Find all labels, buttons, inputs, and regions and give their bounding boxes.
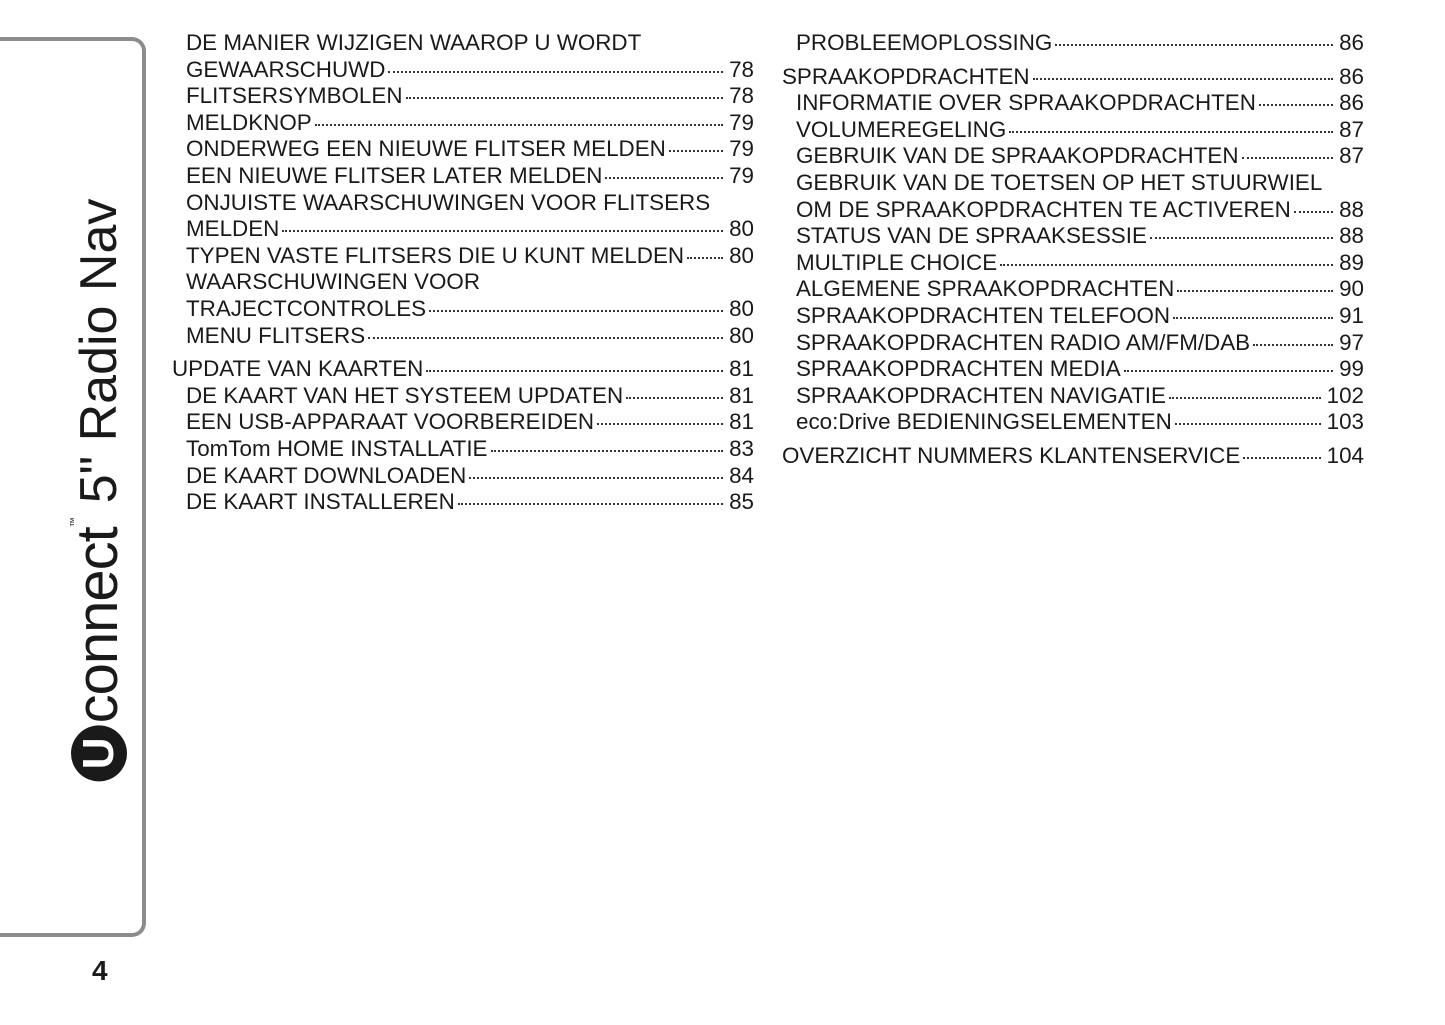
toc-entry[interactable] xyxy=(782,356,1364,383)
toc-entry-label: MULTIPLE CHOICE xyxy=(796,249,998,275)
product-name: 5" Radio Nav xyxy=(70,198,129,504)
leader-dots xyxy=(605,177,723,179)
toc-entry-page: 86 xyxy=(1339,30,1364,55)
leader-dots xyxy=(491,450,724,452)
toc-entry-page: 79 xyxy=(729,136,754,162)
toc-entry[interactable] xyxy=(172,436,754,463)
toc-entry-label: ONJUISTE WAARSCHUWINGEN VOOR FLITSERS xyxy=(186,189,711,215)
leader-dots xyxy=(687,257,723,259)
toc-entry[interactable] xyxy=(782,250,1364,277)
toc-entry-label: WAARSCHUWINGEN VOOR xyxy=(186,269,480,295)
toc-entry-page: 90 xyxy=(1339,276,1364,302)
leader-dots xyxy=(368,337,723,339)
leader-dots xyxy=(669,150,723,152)
toc-entry[interactable] xyxy=(172,30,754,57)
toc-entry[interactable] xyxy=(782,90,1364,117)
toc-entry-label: DE KAART INSTALLEREN xyxy=(186,489,455,515)
leader-dots xyxy=(1175,423,1321,425)
toc-entry-label: MELDEN xyxy=(186,216,280,242)
toc-entry[interactable] xyxy=(782,409,1364,436)
toc-entry[interactable] xyxy=(782,143,1364,170)
toc-entry-label: EEN NIEUWE FLITSER LATER MELDEN xyxy=(186,162,603,188)
leader-dots xyxy=(282,230,723,232)
toc-entry-label: VOLUMEREGELING xyxy=(796,116,1007,142)
brand-wordmark: connect xyxy=(65,527,130,724)
toc-entry-label: SPRAAKOPDRACHTEN xyxy=(782,63,1030,89)
toc-entry-page: 78 xyxy=(729,56,754,82)
toc-entry-label: DE KAART DOWNLOADEN xyxy=(186,462,467,488)
toc-entry-page: 86 xyxy=(1339,63,1364,89)
toc-entry-page: 83 xyxy=(729,435,754,461)
toc-entry-page: 89 xyxy=(1339,249,1364,275)
toc-entry-page: 91 xyxy=(1339,302,1364,328)
toc-entry[interactable] xyxy=(172,216,754,243)
toc-entry-page: 102 xyxy=(1326,382,1364,408)
toc-entry[interactable] xyxy=(172,57,754,84)
leader-dots xyxy=(597,423,723,425)
toc-entry-label: SPRAAKOPDRACHTEN TELEFOON xyxy=(796,302,1171,328)
toc-entry-label: GEWAARSCHUWD xyxy=(186,56,386,82)
leader-dots xyxy=(458,503,723,505)
toc-entry-label: TYPEN VASTE FLITSERS DIE U KUNT MELDEN xyxy=(186,242,685,268)
toc-entry-page: 99 xyxy=(1339,356,1364,382)
leader-dots xyxy=(1294,211,1333,213)
toc-entry-label: GEBRUIK VAN DE SPRAAKOPDRACHTEN xyxy=(796,143,1239,169)
toc-entry-page: 97 xyxy=(1339,329,1364,355)
toc-entry[interactable] xyxy=(172,463,754,490)
toc-entry-page: 88 xyxy=(1339,196,1364,222)
toc-section-entry[interactable] xyxy=(782,443,1364,470)
leader-dots xyxy=(1124,370,1333,372)
toc-left-column xyxy=(172,30,754,516)
toc-entry[interactable] xyxy=(172,409,754,436)
toc-entry-page: 78 xyxy=(729,83,754,109)
toc-entry-label: PROBLEEMOPLOSSING xyxy=(796,30,1053,55)
leader-dots xyxy=(1173,317,1333,319)
toc-entry[interactable] xyxy=(172,163,754,190)
toc-entry-page: 85 xyxy=(729,489,754,515)
brand-trademark: ™ xyxy=(69,517,80,528)
leader-dots xyxy=(1150,237,1333,239)
toc-entry-page: 103 xyxy=(1326,409,1364,435)
leader-dots xyxy=(1242,157,1334,159)
toc-entry-label: MELDKNOP xyxy=(186,109,312,135)
toc-entry[interactable] xyxy=(172,489,754,516)
toc-entry-page: 88 xyxy=(1339,223,1364,249)
toc-entry[interactable] xyxy=(172,190,754,217)
toc-entry[interactable] xyxy=(782,383,1364,410)
toc-entry-label: DE MANIER WIJZIGEN WAAROP U WORDT xyxy=(186,30,642,55)
leader-dots xyxy=(1055,44,1333,46)
toc-entry-label: EEN USB-APPARAAT VOORBEREIDEN xyxy=(186,409,595,435)
leader-dots xyxy=(426,370,723,372)
toc-entry[interactable] xyxy=(172,269,754,296)
toc-entry[interactable] xyxy=(782,197,1364,224)
toc-entry[interactable] xyxy=(172,110,754,137)
toc-entry[interactable] xyxy=(782,117,1364,144)
toc-entry-label: FLITSERSYMBOLEN xyxy=(186,83,403,109)
toc-section-entry[interactable] xyxy=(782,64,1364,91)
toc-entry-page: 81 xyxy=(729,382,754,408)
toc-entry-label: TRAJECTCONTROLES xyxy=(186,295,427,321)
toc-entry-label: SPRAAKOPDRACHTEN MEDIA xyxy=(796,356,1121,382)
toc-entry-page: 79 xyxy=(729,162,754,188)
toc-entry-page: 81 xyxy=(729,409,754,435)
toc-entry-label: MENU FLITSERS xyxy=(186,322,366,348)
toc-entry-page: 84 xyxy=(729,462,754,488)
toc-entry-label: OVERZICHT NUMMERS KLANTENSERVICE xyxy=(782,442,1241,468)
toc-entry[interactable] xyxy=(172,383,754,410)
toc-entry[interactable] xyxy=(782,303,1364,330)
leader-dots xyxy=(1243,457,1320,459)
leader-dots xyxy=(1169,397,1321,399)
leader-dots xyxy=(1033,78,1334,80)
toc-entry[interactable] xyxy=(172,323,754,350)
toc-entry-label: STATUS VAN DE SPRAAKSESSIE xyxy=(796,223,1147,249)
toc-entry-page: 79 xyxy=(729,109,754,135)
toc-entry[interactable] xyxy=(782,223,1364,250)
toc-entry-label: SPRAAKOPDRACHTEN RADIO AM/FM/DAB xyxy=(796,329,1251,355)
brand-logo xyxy=(65,503,130,781)
toc-entry-page: 81 xyxy=(729,356,754,382)
toc-entry-page: 104 xyxy=(1326,442,1364,468)
leader-dots xyxy=(1253,344,1333,346)
toc-entry-label: UPDATE VAN KAARTEN xyxy=(172,356,424,382)
leader-dots xyxy=(1009,131,1333,133)
toc-entry[interactable] xyxy=(172,296,754,323)
toc-entry-label: GEBRUIK VAN DE TOETSEN OP HET STUURWIEL xyxy=(796,169,1323,195)
leader-dots xyxy=(388,71,723,73)
toc-entry-label: ONDERWEG EEN NIEUWE FLITSER MELDEN xyxy=(186,136,666,162)
toc-right-column xyxy=(782,30,1364,470)
toc-entry-page: 87 xyxy=(1339,143,1364,169)
leader-dots xyxy=(1000,264,1333,266)
toc-entry[interactable] xyxy=(782,276,1364,303)
toc-entry-label: TomTom HOME INSTALLATIE xyxy=(186,435,488,461)
leader-dots xyxy=(626,397,723,399)
toc-entry-page: 80 xyxy=(729,216,754,242)
toc-entry[interactable] xyxy=(782,330,1364,357)
toc-entry[interactable] xyxy=(172,83,754,110)
brand-u-badge: U xyxy=(71,725,127,781)
toc-entry-label: DE KAART VAN HET SYSTEEM UPDATEN xyxy=(186,382,624,408)
leader-dots xyxy=(429,310,723,312)
toc-entry[interactable] xyxy=(172,136,754,163)
page-number: 4 xyxy=(92,955,108,986)
toc-entry-page: 87 xyxy=(1339,116,1364,142)
toc-entry-label: SPRAAKOPDRACHTEN NAVIGATIE xyxy=(796,382,1166,408)
leader-dots xyxy=(315,124,723,126)
toc-entry-page: 86 xyxy=(1339,90,1364,116)
toc-section-entry[interactable] xyxy=(172,356,754,383)
toc-entry[interactable] xyxy=(172,243,754,270)
leader-dots xyxy=(469,477,723,479)
sidebar-title xyxy=(65,198,130,782)
toc-entry-label: ALGEMENE SPRAAKOPDRACHTEN xyxy=(796,276,1175,302)
leader-dots xyxy=(1259,104,1333,106)
leader-dots xyxy=(1177,290,1333,292)
toc-entry-label: OM DE SPRAAKOPDRACHTEN TE ACTIVEREN xyxy=(796,196,1291,222)
toc-entry[interactable] xyxy=(782,30,1364,57)
toc-entry-page: 80 xyxy=(729,322,754,348)
toc-entry-label: INFORMATIE OVER SPRAAKOPDRACHTEN xyxy=(796,90,1256,116)
toc-entry[interactable] xyxy=(782,170,1364,197)
toc-entry-page: 80 xyxy=(729,295,754,321)
leader-dots xyxy=(406,97,724,99)
toc-entry-page: 80 xyxy=(729,242,754,268)
toc-entry-label: eco:Drive BEDIENINGSELEMENTEN xyxy=(796,409,1172,435)
